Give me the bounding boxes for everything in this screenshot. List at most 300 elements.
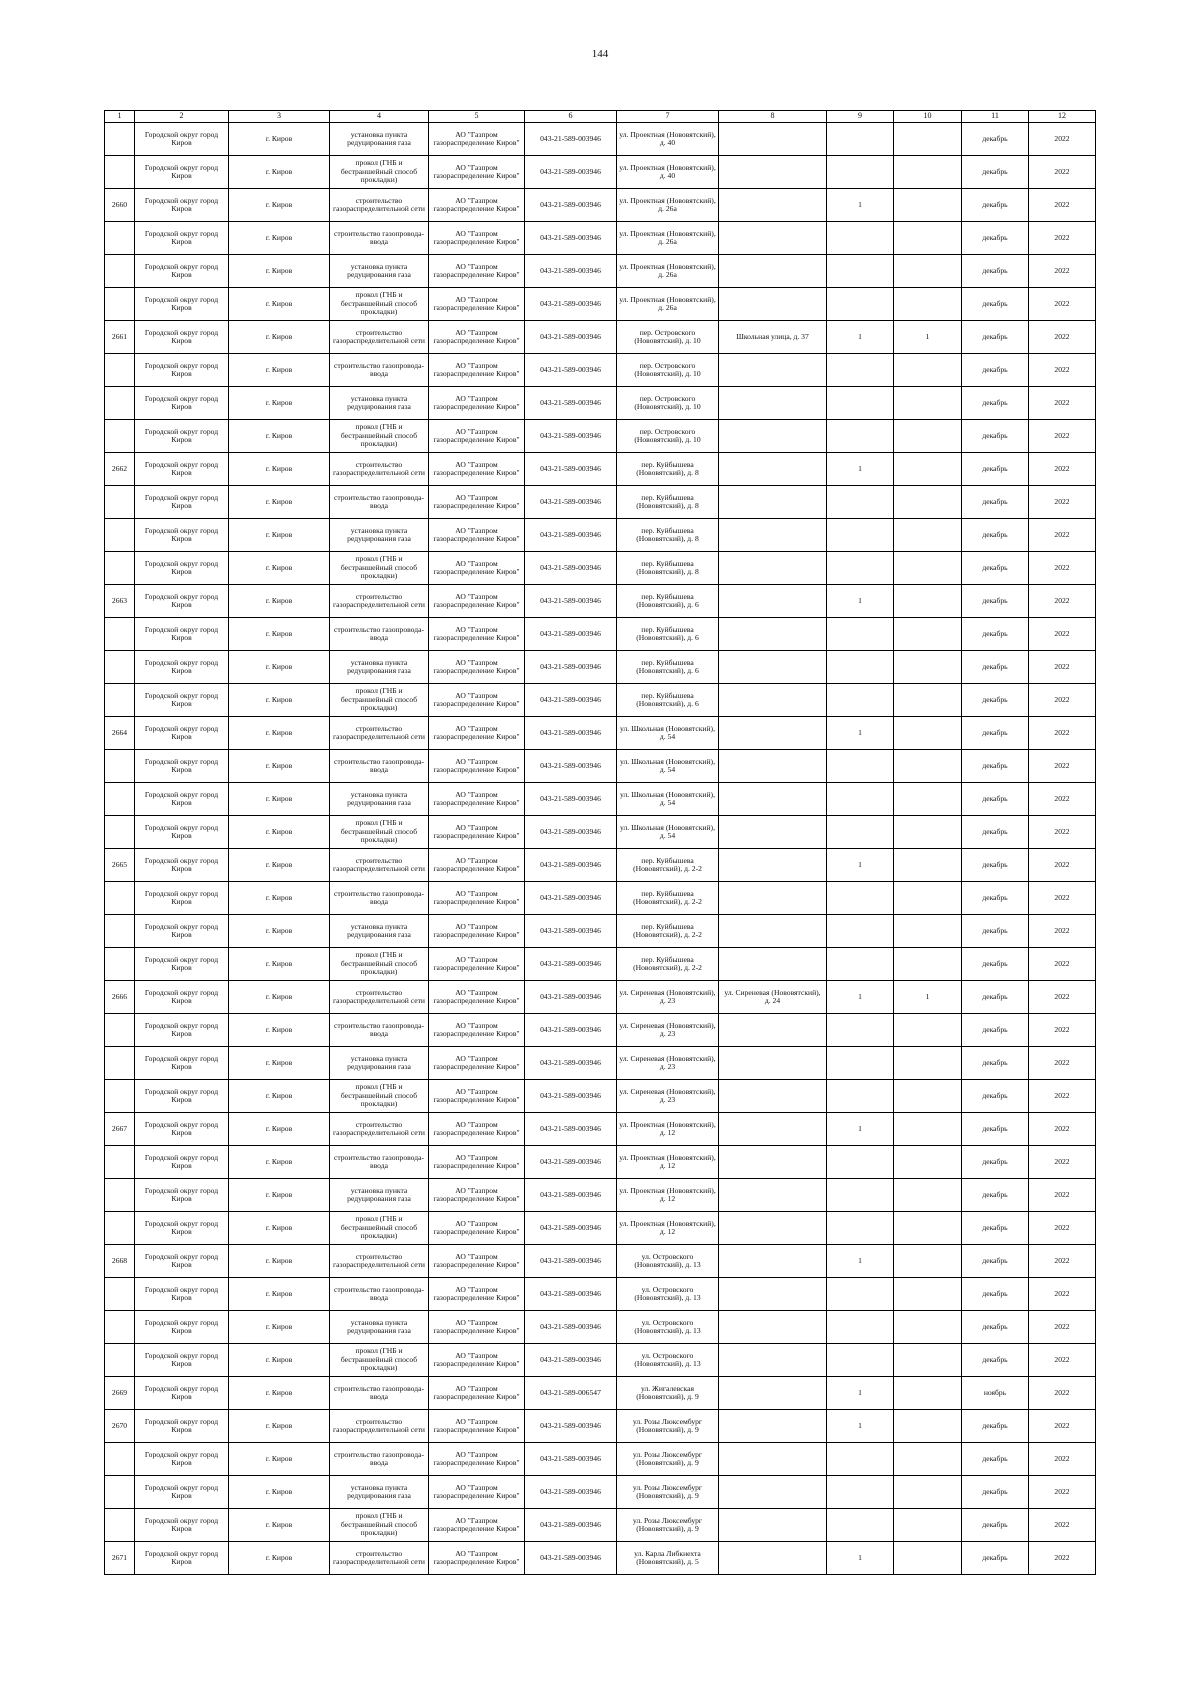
cell-text: декабрь: [982, 332, 1008, 341]
table-cell-col-10: [894, 750, 962, 783]
table-cell-col-10: [894, 915, 962, 948]
table-cell-col-11: [962, 1014, 1029, 1047]
table-cell-col-4: [330, 519, 429, 552]
cell-text: 2022: [1054, 1421, 1070, 1430]
cell-text: г. Киров: [265, 497, 293, 506]
cell-text: декабрь: [982, 134, 1008, 143]
table-cell-col-3: [229, 1014, 330, 1047]
table-cell-col-4: [330, 1344, 429, 1377]
cell-text: 2668: [111, 1256, 128, 1265]
table-cell-col-11: [962, 255, 1029, 288]
cell-text: 2022: [1054, 1223, 1070, 1232]
table-cell-col-7: [617, 882, 719, 915]
table-cell-col-5: [429, 651, 525, 684]
cell-text: Городской округ город Киров: [144, 1186, 219, 1203]
cell-text: декабрь: [982, 794, 1008, 803]
cell-text: декабрь: [982, 530, 1008, 539]
table-cell-col-2: [135, 882, 229, 915]
cell-text: г. Киров: [265, 1487, 293, 1496]
table-cell-col-12: [1029, 387, 1096, 420]
cell-text: декабрь: [982, 365, 1008, 374]
table-cell-col-10: [894, 816, 962, 849]
table-cell-col-3: [229, 1542, 330, 1575]
cell-text: г. Киров: [265, 992, 293, 1001]
table-cell-col-10: [894, 1278, 962, 1311]
table-row: [105, 618, 1096, 651]
table-cell-col-5: [429, 387, 525, 420]
table-cell-col-11: [962, 1509, 1029, 1542]
table-cell-col-6: [525, 585, 617, 618]
cell-text: АО "Газпром газораспределение Киров": [433, 955, 520, 972]
cell-text: ул. Островского (Нововятский), д. 13: [634, 1351, 701, 1368]
table-cell-col-1: [105, 1179, 135, 1212]
table-cell-col-12: [1029, 1179, 1096, 1212]
cell-text: установка пункта редуцирования газа: [347, 394, 411, 411]
table-cell-col-2: [135, 1443, 229, 1476]
table-cell-col-4: [330, 486, 429, 519]
cell-text: установка пункта редуцирования газа: [347, 526, 411, 543]
cell-text: декабрь: [982, 893, 1008, 902]
cell-text: Городской округ город Киров: [144, 1516, 219, 1533]
table-cell-col-5: [429, 981, 525, 1014]
table-row: [105, 453, 1096, 486]
table-cell-col-4: [330, 1113, 429, 1146]
cell-text: 2022: [1054, 497, 1070, 506]
table-cell-col-2: [135, 750, 229, 783]
cell-text: Городской округ город Киров: [144, 955, 219, 972]
table-cell-col-1: [105, 651, 135, 684]
table-cell-col-6: [525, 1443, 617, 1476]
cell-text: 043-21-589-003946: [540, 1520, 601, 1529]
table-cell-col-9: [827, 816, 894, 849]
cell-text: г. Киров: [265, 728, 293, 737]
table-cell-col-3: [229, 651, 330, 684]
table-cell-col-10: [894, 1179, 962, 1212]
table-cell-col-3: [229, 1278, 330, 1311]
table-cell-col-6: [525, 1113, 617, 1146]
table-cell-col-5: [429, 1080, 525, 1113]
table-cell-col-12: [1029, 189, 1096, 222]
cell-text: 043-21-589-003946: [540, 926, 601, 935]
cell-text: 043-21-589-003946: [540, 1355, 601, 1364]
table-cell-col-8: [719, 1542, 827, 1575]
table-cell-col-7: [617, 1278, 719, 1311]
cell-text: ул. Проектная (Нововятский), д. 26а: [619, 229, 716, 246]
cell-text: Городской округ город Киров: [144, 1450, 219, 1467]
table-cell-col-2: [135, 123, 229, 156]
table-cell-col-2: [135, 1212, 229, 1245]
table-cell-col-11: [962, 486, 1029, 519]
table-cell-col-3: [229, 882, 330, 915]
table-row: [105, 1311, 1096, 1344]
table-cell-col-8: [719, 420, 827, 453]
cell-text: декабрь: [982, 1223, 1008, 1232]
cell-text: строительство газораспределительной сети: [333, 1252, 425, 1269]
table-cell-col-6: [525, 618, 617, 651]
table-cell-col-3: [229, 1509, 330, 1542]
table-cell-col-3: [229, 1476, 330, 1509]
cell-text: Городской округ город Киров: [144, 196, 219, 213]
table-cell-col-11: [962, 915, 1029, 948]
cell-text: Городской округ город Киров: [144, 1153, 219, 1170]
table-cell-col-2: [135, 1014, 229, 1047]
cell-text: 043-21-589-003946: [540, 1058, 601, 1067]
cell-text: АО "Газпром газораспределение Киров": [433, 724, 520, 741]
cell-text: ул. Жигалевская (Нововятский), д. 9: [636, 1384, 699, 1401]
table-cell-col-7: [617, 1311, 719, 1344]
table-cell-col-7: [617, 1113, 719, 1146]
table-cell-col-3: [229, 1245, 330, 1278]
cell-text: 043-21-589-003946: [540, 893, 601, 902]
cell-text: Городской округ город Киров: [144, 625, 219, 642]
cell-text: декабрь: [982, 1289, 1008, 1298]
cell-text: 2022: [1054, 200, 1070, 209]
table-row: [105, 420, 1096, 453]
cell-text: 043-21-589-003946: [540, 431, 601, 440]
table-cell-col-9: [827, 1509, 894, 1542]
cell-text: г. Киров: [265, 167, 293, 176]
cell-text: АО "Газпром газораспределение Киров": [433, 988, 520, 1005]
table-cell-col-1: [105, 453, 135, 486]
table-cell-col-3: [229, 1212, 330, 1245]
table-cell-col-9: [827, 618, 894, 651]
cell-text: 2665: [111, 860, 128, 869]
table-cell-col-4: [330, 189, 429, 222]
table-cell-col-9: [827, 453, 894, 486]
table-cell-col-12: [1029, 552, 1096, 585]
table-cell-col-1: [105, 1245, 135, 1278]
cell-text: 2022: [1054, 1091, 1070, 1100]
table-cell-col-12: [1029, 1080, 1096, 1113]
cell-text: 2022: [1054, 794, 1070, 803]
table-cell-col-6: [525, 849, 617, 882]
table-cell-col-11: [962, 651, 1029, 684]
cell-text: пер. Куйбышева (Нововятский), д. 2-2: [633, 856, 702, 873]
cell-text: АО "Газпром газораспределение Киров": [433, 823, 520, 840]
cell-text: АО "Газпром газораспределение Киров": [433, 295, 520, 312]
cell-text: декабрь: [982, 431, 1008, 440]
table-cell-col-8: [719, 519, 827, 552]
table-row: [105, 519, 1096, 552]
cell-text: Школьная улица, д. 37: [736, 332, 809, 341]
table-cell-col-5: [429, 1542, 525, 1575]
table-cell-col-11: [962, 750, 1029, 783]
cell-text: декабрь: [982, 1124, 1008, 1133]
cell-text: Городской округ город Киров: [144, 328, 219, 345]
cell-text: 2022: [1054, 1520, 1070, 1529]
cell-text: строительство газораспределительной сети: [333, 328, 425, 345]
cell-text: пер. Куйбышева (Нововятский), д. 6: [636, 625, 699, 642]
table-cell-col-11: [962, 783, 1029, 816]
table-cell-col-8: [719, 288, 827, 321]
table-cell-col-3: [229, 189, 330, 222]
cell-text: пер. Куйбышева (Нововятский), д. 8: [636, 559, 699, 576]
table-cell-col-1: [105, 519, 135, 552]
cell-text: г. Киров: [265, 530, 293, 539]
table-cell-col-11: [962, 453, 1029, 486]
table-cell-col-9: [827, 387, 894, 420]
cell-text: г. Киров: [265, 1355, 293, 1364]
cell-text: г. Киров: [265, 1388, 293, 1397]
header-row: [105, 111, 1096, 123]
table-cell-col-5: [429, 321, 525, 354]
cell-text: ул. Розы Люксембург (Нововятский), д. 9: [632, 1450, 703, 1467]
table-cell-col-10: [894, 255, 962, 288]
table-cell-col-12: [1029, 1311, 1096, 1344]
table-cell-col-8: [719, 123, 827, 156]
cell-text: установка пункта редуцирования газа: [347, 658, 411, 675]
table-cell-col-5: [429, 189, 525, 222]
table-cell-col-9: [827, 882, 894, 915]
cell-text: 043-21-589-003946: [540, 1091, 601, 1100]
table-cell-col-11: [962, 1212, 1029, 1245]
cell-text: АО "Газпром газораспределение Киров": [433, 1318, 520, 1335]
table-cell-col-3: [229, 387, 330, 420]
cell-text: Городской округ город Киров: [144, 1021, 219, 1038]
cell-text: г. Киров: [265, 629, 293, 638]
table-cell-col-7: [617, 1212, 719, 1245]
cell-text: АО "Газпром газораспределение Киров": [433, 1516, 520, 1533]
table-cell-col-11: [962, 1410, 1029, 1443]
cell-text: АО "Газпром газораспределение Киров": [433, 1186, 520, 1203]
cell-text: г. Киров: [265, 1091, 293, 1100]
table-cell-col-8: [719, 717, 827, 750]
cell-text: 2022: [1054, 1058, 1070, 1067]
cell-text: 043-21-589-003946: [540, 1025, 601, 1034]
table-cell-col-10: [894, 420, 962, 453]
table-cell-col-9: [827, 1443, 894, 1476]
cell-text: ул. Розы Люксембург (Нововятский), д. 9: [632, 1483, 703, 1500]
table-cell-col-6: [525, 156, 617, 189]
cell-text: 2022: [1054, 1124, 1070, 1133]
cell-text: ул. Проектная (Нововятский), д. 12: [619, 1186, 716, 1203]
cell-text: г. Киров: [265, 1058, 293, 1067]
table-cell-col-8: [719, 354, 827, 387]
table-cell-col-3: [229, 1047, 330, 1080]
cell-text: Городской округ город Киров: [144, 691, 219, 708]
table-cell-col-10: [894, 1014, 962, 1047]
table-cell-col-9: [827, 1311, 894, 1344]
cell-text: декабрь: [982, 761, 1008, 770]
column-header-10: 10: [894, 111, 962, 123]
table-cell-col-5: [429, 684, 525, 717]
table-cell-col-9: [827, 255, 894, 288]
table-cell-col-10: [894, 354, 962, 387]
cell-text: строительство газопровода-ввода: [333, 625, 425, 642]
cell-text: декабрь: [982, 233, 1008, 242]
cell-text: строительство газораспределительной сети: [333, 1120, 425, 1137]
table-cell-col-5: [429, 519, 525, 552]
table-row: [105, 1080, 1096, 1113]
cell-text: 043-21-589-003946: [540, 266, 601, 275]
table-cell-col-9: [827, 222, 894, 255]
table-cell-col-11: [962, 1179, 1029, 1212]
table-cell-col-6: [525, 651, 617, 684]
table-cell-col-5: [429, 1278, 525, 1311]
table-cell-col-11: [962, 1047, 1029, 1080]
table-cell-col-9: [827, 750, 894, 783]
cell-text: Городской округ город Киров: [144, 856, 219, 873]
table-cell-col-3: [229, 1179, 330, 1212]
table-cell-col-11: [962, 387, 1029, 420]
cell-text: 043-21-589-003946: [540, 497, 601, 506]
table-cell-col-10: [894, 717, 962, 750]
cell-text: г. Киров: [265, 1124, 293, 1133]
table-cell-col-2: [135, 651, 229, 684]
table-cell-col-1: [105, 1080, 135, 1113]
register-table: [104, 110, 1096, 1575]
table-cell-col-9: [827, 783, 894, 816]
cell-text: строительство газораспределительной сети: [333, 460, 425, 477]
table-cell-col-8: [719, 1377, 827, 1410]
table-row: [105, 948, 1096, 981]
cell-text: прокол (ГНБ и бестраншейный способ прокладки): [340, 819, 418, 845]
cell-text: АО "Газпром газораспределение Киров": [433, 196, 520, 213]
table-cell-col-6: [525, 519, 617, 552]
table-cell-col-10: [894, 1410, 962, 1443]
table-cell-col-1: [105, 255, 135, 288]
cell-text: 043-21-589-003946: [540, 134, 601, 143]
cell-text: 043-21-589-003946: [540, 992, 601, 1001]
table-cell-col-9: [827, 552, 894, 585]
table-cell-col-8: [719, 156, 827, 189]
table-cell-col-10: [894, 1146, 962, 1179]
table-cell-col-10: [894, 387, 962, 420]
table-cell-col-6: [525, 1278, 617, 1311]
table-cell-col-6: [525, 750, 617, 783]
column-header-1: 1: [105, 111, 135, 123]
cell-text: декабрь: [982, 398, 1008, 407]
cell-text: АО "Газпром газораспределение Киров": [433, 658, 520, 675]
cell-text: декабрь: [982, 266, 1008, 275]
table-row: [105, 1377, 1096, 1410]
cell-text: 2022: [1054, 959, 1070, 968]
table-cell-col-7: [617, 849, 719, 882]
table-cell-col-2: [135, 1245, 229, 1278]
table-row: [105, 783, 1096, 816]
table-row: [105, 189, 1096, 222]
table-cell-col-7: [617, 1080, 719, 1113]
table-cell-col-3: [229, 123, 330, 156]
table-cell-col-1: [105, 585, 135, 618]
table-cell-col-1: [105, 618, 135, 651]
table-cell-col-3: [229, 585, 330, 618]
table-cell-col-3: [229, 750, 330, 783]
table-row: [105, 222, 1096, 255]
table-cell-col-2: [135, 420, 229, 453]
table-cell-col-11: [962, 1278, 1029, 1311]
table-cell-col-2: [135, 552, 229, 585]
table-cell-col-10: [894, 1542, 962, 1575]
table-cell-col-6: [525, 453, 617, 486]
table-cell-col-2: [135, 1146, 229, 1179]
cell-text: 1: [858, 596, 862, 605]
table-cell-col-4: [330, 552, 429, 585]
cell-text: декабрь: [982, 992, 1008, 1001]
table-cell-col-6: [525, 1476, 617, 1509]
table-cell-col-7: [617, 1509, 719, 1542]
table-cell-col-11: [962, 519, 1029, 552]
cell-text: Городской округ город Киров: [144, 1252, 219, 1269]
table-cell-col-1: [105, 849, 135, 882]
cell-text: АО "Газпром газораспределение Киров": [433, 394, 520, 411]
table-cell-col-4: [330, 354, 429, 387]
table-cell-col-12: [1029, 420, 1096, 453]
table-cell-col-4: [330, 453, 429, 486]
cell-text: 043-21-589-003946: [540, 761, 601, 770]
table-cell-col-4: [330, 651, 429, 684]
column-header-3: 3: [229, 111, 330, 123]
table-cell-col-5: [429, 585, 525, 618]
cell-text: 043-21-589-003946: [540, 464, 601, 473]
cell-text: декабрь: [982, 1091, 1008, 1100]
table-cell-col-9: [827, 1080, 894, 1113]
cell-text: ул. Проектная (Нововятский), д. 40: [619, 163, 716, 180]
cell-text: Городской округ город Киров: [144, 1549, 219, 1566]
table-cell-col-8: [719, 1311, 827, 1344]
table-cell-col-4: [330, 585, 429, 618]
table-cell-col-8: [719, 222, 827, 255]
cell-text: 2662: [111, 464, 128, 473]
cell-text: 2670: [111, 1421, 128, 1430]
table-cell-col-7: [617, 1179, 719, 1212]
table-cell-col-8: [719, 321, 827, 354]
table-cell-col-1: [105, 948, 135, 981]
table-cell-col-11: [962, 1080, 1029, 1113]
table-cell-col-10: [894, 1509, 962, 1542]
cell-text: Городской округ город Киров: [144, 427, 219, 444]
cell-text: пер. Островского (Нововятский), д. 10: [634, 328, 701, 345]
table-cell-col-12: [1029, 354, 1096, 387]
cell-text: Городской округ город Киров: [144, 130, 219, 147]
table-cell-col-4: [330, 816, 429, 849]
cell-text: ул. Островского (Нововятский), д. 13: [634, 1285, 701, 1302]
cell-text: Городской округ город Киров: [144, 592, 219, 609]
cell-text: ул. Островского (Нововятский), д. 13: [634, 1252, 701, 1269]
table-cell-col-10: [894, 585, 962, 618]
table-row: [105, 1212, 1096, 1245]
table-cell-col-12: [1029, 156, 1096, 189]
table-cell-col-7: [617, 750, 719, 783]
cell-text: г. Киров: [265, 365, 293, 374]
table-row: [105, 1278, 1096, 1311]
table-cell-col-5: [429, 750, 525, 783]
table-cell-col-4: [330, 1179, 429, 1212]
table-cell-col-8: [719, 1443, 827, 1476]
table-cell-col-10: [894, 849, 962, 882]
cell-text: г. Киров: [265, 233, 293, 242]
cell-text: АО "Газпром газораспределение Киров": [433, 1450, 520, 1467]
cell-text: АО "Газпром газораспределение Киров": [433, 757, 520, 774]
cell-text: декабрь: [982, 1025, 1008, 1034]
table-cell-col-6: [525, 1410, 617, 1443]
table-row: [105, 1410, 1096, 1443]
table-cell-col-5: [429, 1344, 525, 1377]
table-cell-col-1: [105, 1047, 135, 1080]
table-cell-col-5: [429, 1311, 525, 1344]
cell-text: декабрь: [982, 200, 1008, 209]
table-cell-col-3: [229, 1344, 330, 1377]
column-header-5: 5: [429, 111, 525, 123]
table-cell-col-11: [962, 222, 1029, 255]
table-row: [105, 1542, 1096, 1575]
table-cell-col-7: [617, 222, 719, 255]
table-cell-col-11: [962, 1311, 1029, 1344]
cell-text: 1: [858, 1124, 862, 1133]
cell-text: декабрь: [982, 1256, 1008, 1265]
table-cell-col-12: [1029, 123, 1096, 156]
table-cell-col-11: [962, 1443, 1029, 1476]
